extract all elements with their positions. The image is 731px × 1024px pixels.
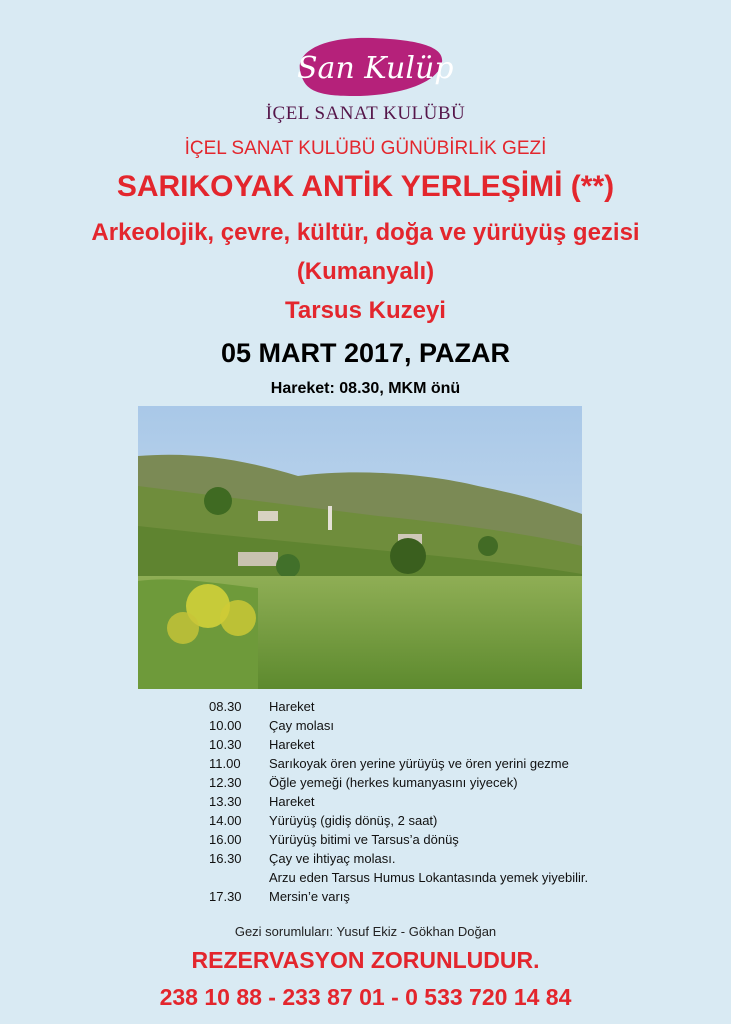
schedule-desc: Öğle yemeği (herkes kumanyasını yiyecek) xyxy=(269,775,518,790)
departure-info: Hareket: 08.30, MKM önü xyxy=(270,380,461,397)
landscape-photo xyxy=(138,406,582,689)
schedule-time: 12.30 xyxy=(209,775,242,790)
schedule-row xyxy=(209,868,689,887)
page-title: SARIKOYAK ANTİK YERLEŞİMİ (**) xyxy=(116,170,615,203)
schedule-desc: Hareket xyxy=(269,794,315,809)
schedule-row xyxy=(209,773,689,792)
schedule-time xyxy=(209,868,269,887)
schedule-desc: Hareket xyxy=(269,699,315,714)
subtitle-meal: (Kumanyalı) xyxy=(296,258,435,285)
schedule-time: 08.30 xyxy=(209,699,242,714)
schedule-row xyxy=(209,830,689,849)
schedule xyxy=(209,697,689,906)
schedule-desc: Arzu eden Tarsus Humus Lokantasında yemek yiyebilir. xyxy=(269,870,589,885)
schedule-desc: Yürüyüş (gidiş dönüş, 2 saat) xyxy=(269,813,438,828)
schedule-desc: Çay molası xyxy=(269,718,335,733)
schedule-row xyxy=(209,849,689,868)
schedule-desc: Mersin’e varış xyxy=(269,889,350,904)
logo-subtitle: İÇEL SANAT KULÜBÜ xyxy=(265,103,466,124)
logo-text: San Kulüp xyxy=(297,51,453,86)
schedule-row xyxy=(209,792,689,811)
schedule-time: 16.00 xyxy=(209,832,242,847)
schedule-row xyxy=(209,716,689,735)
schedule-row xyxy=(209,697,689,716)
schedule-time: 13.30 xyxy=(209,794,242,809)
schedule-row xyxy=(209,887,689,906)
schedule-desc: Sarıkoyak ören yerine yürüyüş ve ören yerini gezme xyxy=(269,756,569,771)
schedule-row xyxy=(209,754,689,773)
schedule-row xyxy=(209,735,689,754)
schedule-time: 17.30 xyxy=(209,889,242,904)
schedule-time: 11.00 xyxy=(209,756,241,771)
schedule-time: 14.00 xyxy=(209,813,242,828)
event-date: 05 MART 2017, PAZAR xyxy=(220,338,511,368)
schedule-time: 10.30 xyxy=(209,737,242,752)
schedule-time: 16.30 xyxy=(209,851,242,866)
schedule-time: 10.00 xyxy=(209,718,242,733)
reservation-notice: REZERVASYON ZORUNLUDUR. xyxy=(191,947,540,973)
location: Tarsus Kuzeyi xyxy=(285,297,446,324)
schedule-row xyxy=(209,811,689,830)
schedule-desc: Çay ve ihtiyaç molası. xyxy=(269,851,396,866)
schedule-desc: Yürüyüş bitimi ve Tarsus’a dönüş xyxy=(269,832,459,847)
trip-organizers: Gezi sorumluları: Yusuf Ekiz - Gökhan Doğan xyxy=(234,924,497,939)
schedule-desc: Hareket xyxy=(269,737,315,752)
phone-numbers: 238 10 88 - 233 87 01 - 0 533 720 14 84 xyxy=(159,984,572,1010)
subtitle-activities: Arkeolojik, çevre, kültür, doğa ve yürüyüş gezisi xyxy=(91,219,640,246)
org-line: İÇEL SANAT KULÜBÜ GÜNÜBİRLİK GEZİ xyxy=(184,138,547,159)
